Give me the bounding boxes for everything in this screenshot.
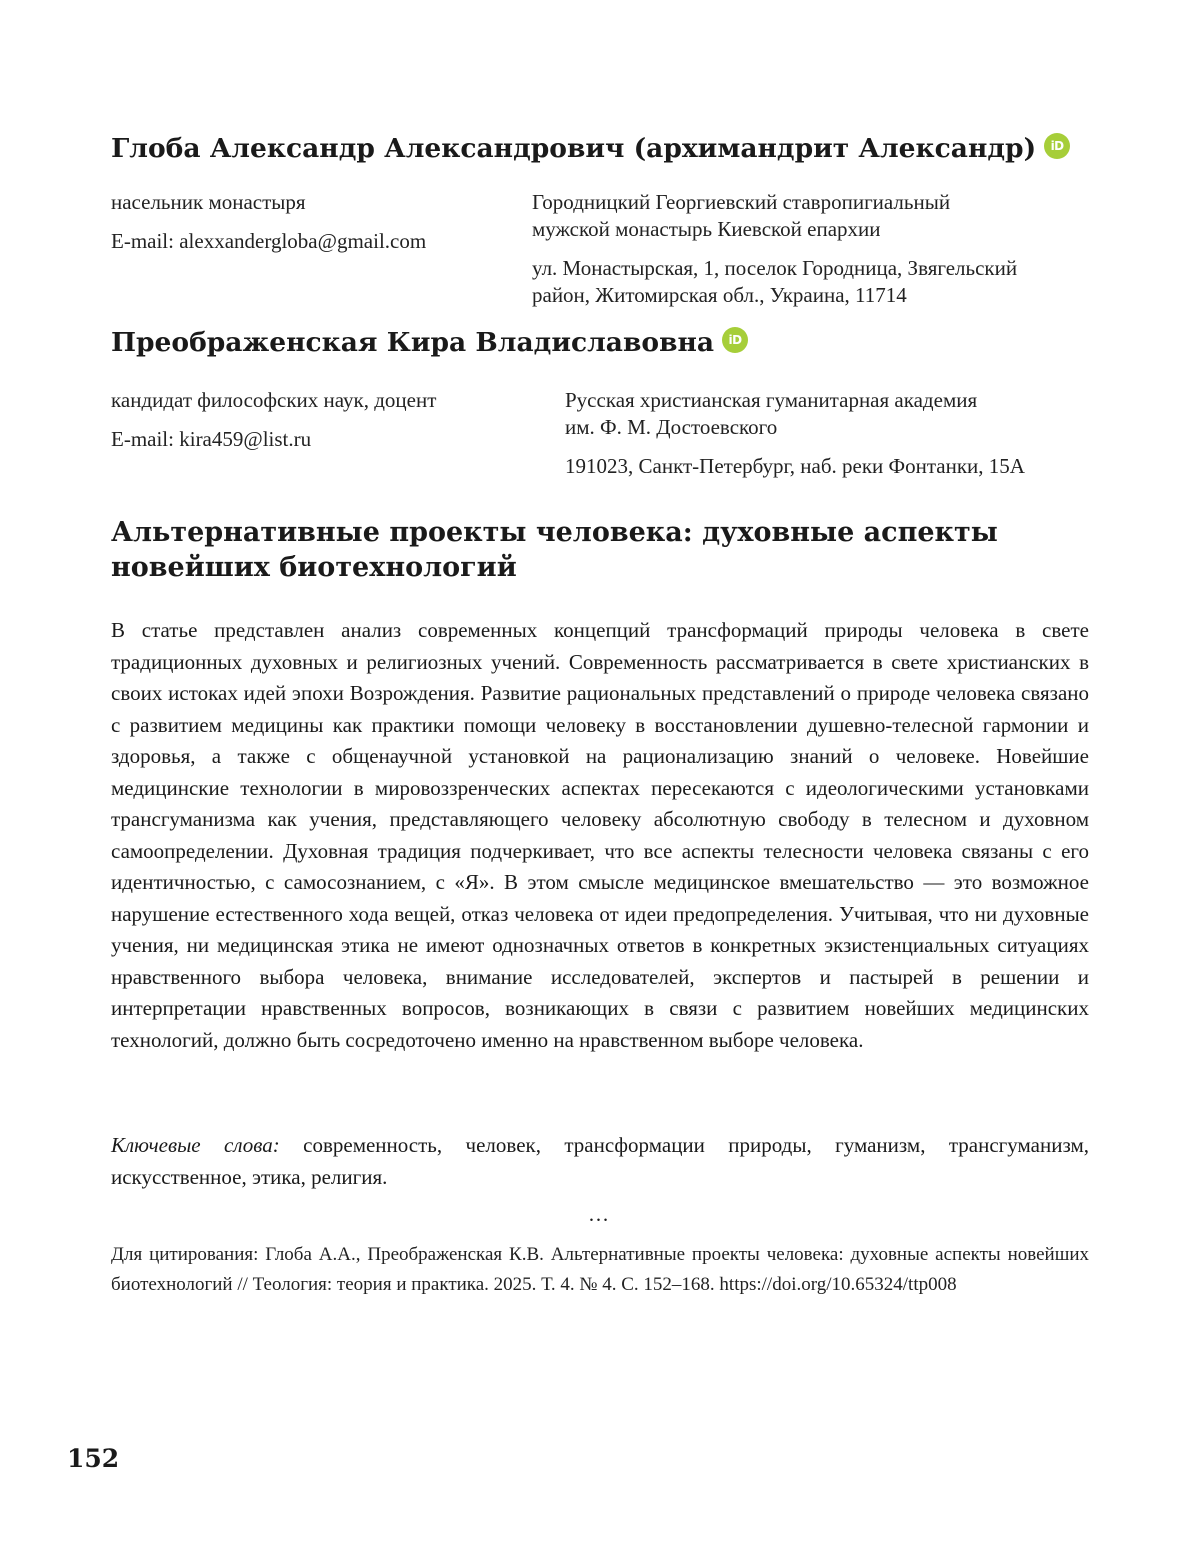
- keywords: [111, 1130, 1089, 1193]
- author-2-name: [111, 326, 748, 360]
- author-2-affiliation-line2: им. Ф. М. Достоевского: [565, 414, 777, 441]
- keywords-list: современность, человек, трансформации природы, гуманизм, трансгуманизм, искусственное, этика, религия.: [111, 1133, 1089, 1189]
- author-1-name: [111, 132, 1070, 166]
- author-1-name-text: Глоба Александр Александрович (архимандрит Александр): [111, 132, 1036, 166]
- author-1-email[interactable]: E-mail: alexxandergloba@gmail.com: [111, 228, 426, 255]
- article-title: Альтернативные проекты человека: духовные аспекты новейших биотехнологий: [111, 515, 1111, 585]
- author-2-position: кандидат философских наук, доцент: [111, 387, 436, 414]
- author-2-email[interactable]: E-mail: kira459@list.ru: [111, 426, 311, 453]
- abstract: В статье представлен анализ современных концепций трансформаций природы человека в свете традиционных духовных и религиозных учений. Современность рассматривается в све­те христианских в своих истоках идей эпохи Возрождения. Развитие рациональных представ­лений о природе человека связано с развитием медицины как практики помощи человеку в восстановлении душевно-телесной гармонии и здоровья, а также с общенаучной установкой на рационализацию знаний о человеке. Новейшие медицинские технологии в мировоззрен­ческих аспектах пересекаются с идеологическими установками трансгуманизма как учения, представляющего человеку абсолютную свободу в телесном и духовном самоопределении. Ду­ховная традиция подчеркивает, что все аспекты телесности человека связаны с его идентич­ностью, с самосознанием, с «Я». В этом смысле медицинское вмешательство — это возможное нарушение естественного хода вещей, отказ человека от идеи предопределения. Учитывая, что ни духовные учения, ни медицинская этика не имеют однозначных ответов в конкретных экзистенциальных ситуациях нравственного выбора человека, внимание исследователей, экс­пертов и пастырей в решении и интерпретации нравственных вопросов, возникающих в связи с развитием новейших медицинских технологий, должно быть сосредоточено именно на нрав­ственном выборе человека.: [111, 615, 1089, 1056]
- page-number: 152: [67, 1444, 119, 1473]
- citation: Для цитирования: Глоба А.А., Преображенская К.В. Альтернативные проекты человека: духовные аспекты новейших биотехнологий // Теология: теория и практика. 2025. Т. 4. № 4. С. 152–168. https://doi.org/10.65324/ttp008: [111, 1240, 1089, 1299]
- orcid-icon[interactable]: iD: [1044, 133, 1070, 159]
- keywords-label: Ключевые слова:: [111, 1133, 280, 1157]
- author-1-affiliation-line2: мужской монастырь Киевской епархии: [532, 216, 881, 243]
- author-2-address-line1: 191023, Санкт-Петербург, наб. реки Фонтанки, 15А: [565, 453, 1025, 480]
- author-1-address-line1: ул. Монастырская, 1, поселок Городница, Звягельский: [532, 255, 1017, 282]
- ellipsis-divider: …: [588, 1202, 609, 1227]
- author-1-affiliation-line1: Городницкий Георгиевский ставропигиальный: [532, 189, 950, 216]
- author-1-position: насельник монастыря: [111, 189, 306, 216]
- orcid-icon[interactable]: iD: [722, 327, 748, 353]
- journal-page: [0, 0, 1200, 1553]
- author-1-address-line2: район, Житомирская обл., Украина, 11714: [532, 282, 907, 309]
- author-2-name-text: Преображенская Кира Владиславовна: [111, 326, 714, 360]
- author-2-affiliation-line1: Русская христианская гуманитарная академия: [565, 387, 977, 414]
